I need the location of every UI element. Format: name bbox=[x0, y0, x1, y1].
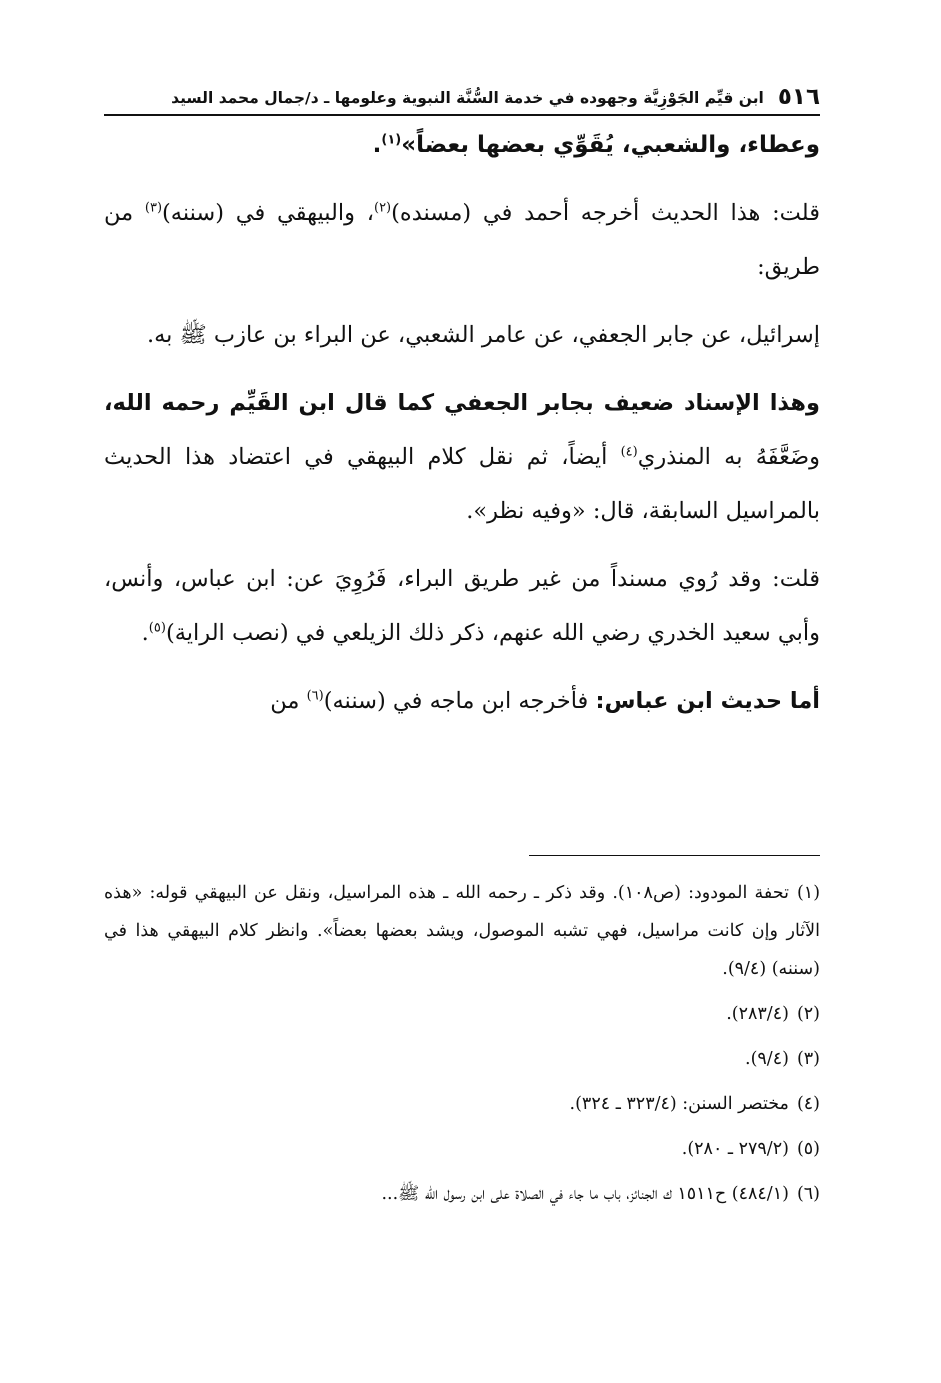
footnotes bbox=[104, 874, 820, 1213]
paragraph-2 bbox=[104, 186, 820, 294]
footnote-text: (٢٨٣/٤). bbox=[726, 1004, 789, 1024]
footnote-text: مختصر السنن: (٣٢٣/٤ ـ ٣٢٤). bbox=[569, 1094, 789, 1114]
paragraph-1 bbox=[104, 118, 820, 172]
paragraph-5-tail: . bbox=[141, 620, 149, 646]
main-text bbox=[104, 118, 820, 728]
paragraph-4-bold-text: وهذا الإسناد ضعيف بجابر الجعفي كما قال ابن القَيِّم رحمه الله، bbox=[104, 390, 820, 416]
footnote-4 bbox=[104, 1085, 820, 1123]
footnote-number: (٢) bbox=[796, 1004, 820, 1024]
paragraph-2-text-a: قلت: هذا الحديث أخرجه أحمد في (مسنده) bbox=[391, 200, 820, 226]
footnote-1 bbox=[104, 874, 820, 988]
footnote-separator bbox=[529, 855, 820, 856]
footnote-text: تحفة المودود: (ص١٠٨). وقد ذكر ـ رحمه الله ـ هذه المراسيل، ونقل عن البيهقي قوله: «هذه الآثار وإن كانت مراسيل، فهي تشبه الموصول، ويشد بعضها بعضاً». وانظر كلام البيهقي هذا في (سننه) (٩/٤). bbox=[104, 883, 820, 979]
footnote-ref-5[interactable]: (٥) bbox=[148, 620, 166, 636]
paragraph-5 bbox=[104, 552, 820, 660]
footnote-ref-2[interactable]: (٢) bbox=[373, 200, 392, 216]
footnote-ref-3[interactable]: (٣) bbox=[144, 200, 163, 216]
paragraph-4-text-b: أيضاً، ثم نقل كلام البيهقي في اعتضاد هذا الحديث بالمراسيل السابقة، قال: «وفيه نظر». bbox=[104, 444, 820, 524]
footnote-number: (٤) bbox=[796, 1094, 820, 1114]
page-number: ٥١٦ bbox=[777, 84, 820, 110]
footnote-number: (١) bbox=[796, 883, 821, 903]
footnote-2 bbox=[104, 995, 820, 1033]
footnote-number: (٣) bbox=[796, 1049, 820, 1069]
footnote-ref-4[interactable]: (٤) bbox=[620, 444, 638, 460]
footnote-text: (٢٧٩/٢ ـ ٢٨٠). bbox=[681, 1139, 789, 1159]
footnote-6 bbox=[104, 1175, 820, 1213]
paragraph-3 bbox=[104, 308, 820, 362]
footnote-ref-6[interactable]: (٦) bbox=[306, 688, 324, 704]
paragraph-3-text: إسرائيل، عن جابر الجعفي، عن عامر الشعبي، عن البراء بن عازب ﷺ به. bbox=[146, 322, 820, 348]
footnote-5 bbox=[104, 1130, 820, 1168]
paragraph-2-text-c: من طريق: bbox=[104, 200, 820, 280]
paragraph-6-text-b: من bbox=[270, 688, 307, 714]
paragraph-6 bbox=[104, 674, 820, 728]
footnote-3 bbox=[104, 1040, 820, 1078]
paragraph-6-bold-text: أما حديث ابن عباس: bbox=[595, 688, 820, 714]
footnote-number: (٦) bbox=[796, 1184, 820, 1204]
running-title: ابن قيِّم الجَوْزِيَّة وجهوده في خدمة السُّنَّة النبوية وعلومها ـ د/جمال محمد السيد bbox=[171, 89, 764, 107]
paragraph-5-text: قلت: وقد رُوي مسنداً من غير طريق البراء، فَرُوِيَ عن: ابن عباس، وأنس، وأبي سعيد الخدري رضي الله عنهم، ذكر ذلك الزيلعي في (نصب الراية) bbox=[104, 566, 820, 646]
footnote-text: (٤٨٤/١) ح١٥١١ ك الجنائز، باب ما جاء في الصلاة على ابن رسول الله ﷺ... bbox=[381, 1184, 789, 1204]
paragraph-1-text: وعطاء، والشعبي، يُقَوِّي بعضها بعضاً» bbox=[401, 132, 820, 158]
footnote-text: (٩/٤). bbox=[745, 1049, 789, 1069]
footnote-ref-1[interactable]: (١) bbox=[381, 132, 402, 148]
paragraph-4-text-a: وضَعَّفَهُ به المنذري bbox=[637, 444, 821, 470]
paragraph-4 bbox=[104, 376, 820, 538]
footnote-number: (٥) bbox=[796, 1139, 820, 1159]
header-rule bbox=[104, 114, 820, 116]
paragraph-2-text-b: ، والبيهقي في (سننه) bbox=[162, 200, 374, 226]
running-header bbox=[104, 78, 820, 112]
paragraph-6-text-a: فأخرجه ابن ماجه في (سننه) bbox=[323, 688, 596, 714]
paragraph-1-tail: . bbox=[372, 132, 382, 158]
